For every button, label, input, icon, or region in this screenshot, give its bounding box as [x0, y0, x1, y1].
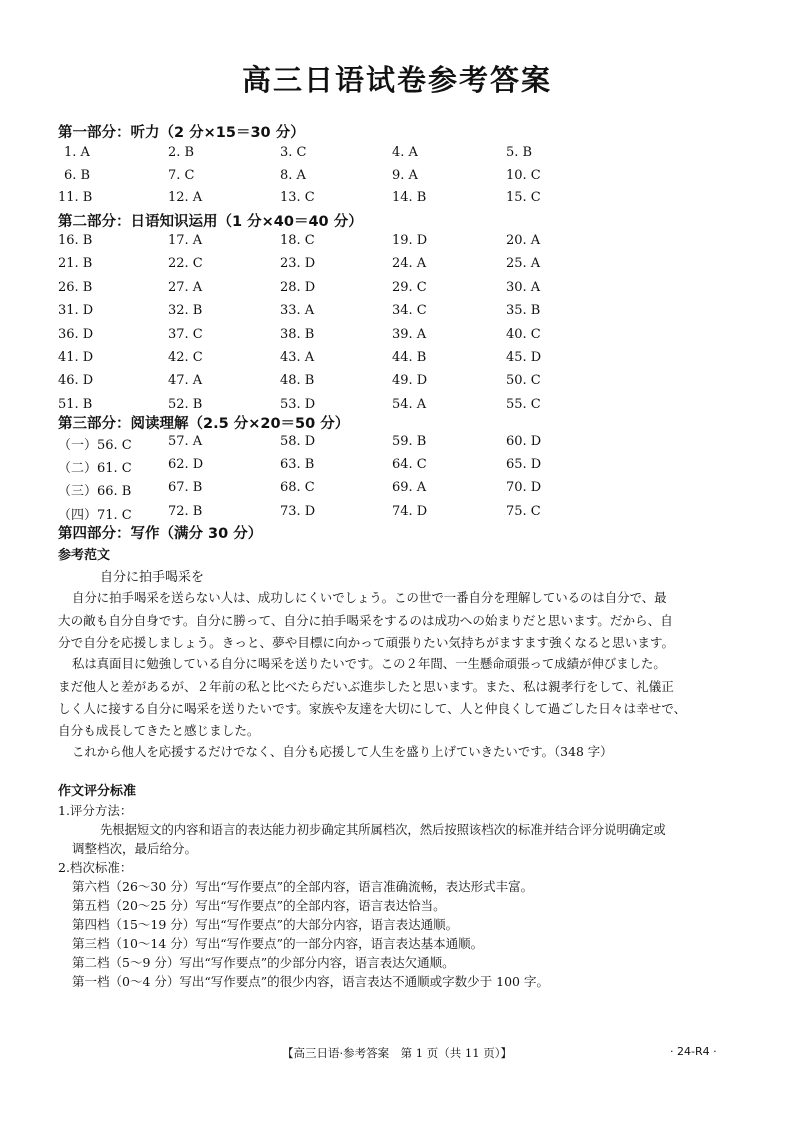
- answer-item: 46. D: [58, 373, 94, 389]
- essay-line: 分で自分を応援しましょう。きっと、夢や目標に向かって頑張りたい気持ちがますます強くなると思います。: [58, 635, 675, 650]
- section-writing-heading: 第四部分：写作（满分 30 分）: [58, 526, 263, 542]
- answer-item: 39. A: [392, 326, 427, 342]
- answer-item: 54. A: [392, 396, 427, 412]
- answer-item: 33. A: [280, 303, 315, 319]
- criteria-level-5: 第五档（20～25 分）写出“写作要点”的全部内容，语言表达恰当。: [72, 898, 446, 913]
- answer-item: 47. A: [168, 373, 203, 389]
- answer-item: 17. A: [168, 233, 203, 248]
- answer-item: 13. C: [280, 190, 315, 205]
- answer-item: 23. D: [280, 256, 316, 272]
- essay-line: 自分も成長してきたと感じました。: [58, 723, 260, 738]
- answer-item: 36. D: [58, 326, 94, 342]
- answer-item: 64. C: [392, 457, 427, 473]
- answer-item: 53. D: [280, 396, 316, 412]
- answer-item: 6. B: [64, 167, 91, 183]
- answer-item: 12. A: [168, 190, 203, 205]
- criteria-heading: 作文评分标准: [58, 784, 137, 799]
- answer-item: 19. D: [392, 233, 428, 248]
- criteria-levels-label: 2.档次标准：: [58, 860, 133, 875]
- answer-item: 69. A: [392, 480, 427, 496]
- answer-item: 58. D: [280, 434, 316, 449]
- answer-item: 26. B: [58, 279, 93, 295]
- answer-item: 20. A: [506, 233, 541, 248]
- answer-item: 21. B: [58, 256, 93, 272]
- answer-item: 74. D: [392, 503, 428, 519]
- answer-item: 45. D: [506, 350, 542, 365]
- answer-item: 25. A: [506, 256, 541, 272]
- answer-item: 35. B: [506, 303, 541, 319]
- answer-item: 59. B: [392, 434, 427, 449]
- criteria-level-4: 第四档（15～19 分）写出“写作要点”的大部分内容，语言表达通顺。: [72, 917, 459, 932]
- answer-item: 8. A: [280, 167, 306, 183]
- section-reading-heading: 第三部分：阅读理解（2.5 分×20＝50 分）: [58, 416, 350, 432]
- answer-item: 50. C: [506, 373, 541, 389]
- essay-line: 大の敵も自分自身です。自分に勝って、自分に拍手喝采をするのは成功への始まりだと思います。だから、自: [58, 613, 673, 628]
- page-title: 高三日语试卷参考答案: [241, 63, 552, 97]
- answer-item: 72. B: [168, 503, 203, 519]
- criteria-level-6: 第六档（26～30 分）写出“写作要点”的全部内容，语言准确流畅，表达形式丰富。: [72, 879, 534, 894]
- answer-item: 34. C: [392, 303, 427, 319]
- section-knowledge-heading: 第二部分：日语知识运用（1 分×40＝40 分）: [58, 214, 363, 230]
- answer-item: 38. B: [280, 326, 315, 342]
- answer-item: 43. A: [280, 350, 315, 365]
- answer-item: 24. A: [392, 256, 427, 272]
- essay-line: しく人に接する自分に喝采を送りたいです。家族や友達を大切にして、人と仲良くして過ごした日々は幸せで、: [58, 701, 687, 716]
- answer-item: 11. B: [58, 190, 93, 205]
- answer-item: 73. D: [280, 503, 316, 519]
- answer-item: 15. C: [506, 190, 541, 205]
- answer-item: 65. D: [506, 457, 542, 473]
- answer-item: 63. B: [280, 457, 315, 473]
- answer-item: 32. B: [168, 303, 203, 319]
- answer-item: 9. A: [392, 167, 418, 183]
- criteria-method-text: 先根据短文的内容和语言的表达能力初步确定其所属档次，然后按照该档次的标准并结合评分说明确定或: [100, 823, 666, 837]
- essay-line: 私は真面目に勉強している自分に喝采を送りたいです。この２年間、一生懸命頑張って成績が伸びました。: [72, 656, 666, 671]
- answer-item: 29. C: [392, 279, 427, 295]
- answer-item: 30. A: [506, 279, 541, 295]
- footer-code: · 24-R4 ·: [670, 1045, 717, 1058]
- criteria-level-3: 第三档（10～14 分）写出“写作要点”的一部分内容，语言表达基本通顺。: [72, 936, 484, 951]
- answer-item: 28. D: [280, 279, 316, 295]
- criteria-level-1: 第一档（0～4 分）写出“写作要点”的很少内容，语言表达不通顺或字数少于 100 字。: [72, 974, 549, 989]
- answer-item: 14. B: [392, 190, 427, 205]
- answer-item: 42. C: [168, 350, 203, 365]
- answer-item: 51. B: [58, 396, 93, 412]
- answer-item: 16. B: [58, 233, 93, 248]
- answer-item: 27. A: [168, 279, 203, 295]
- essay-title: 自分に拍手喝采を: [100, 570, 205, 585]
- answer-item: 75. C: [506, 503, 541, 519]
- answer-item: 10. C: [506, 167, 541, 183]
- answer-item: 49. D: [392, 373, 428, 389]
- section-listening-heading: 第一部分：听力（2 分×15＝30 分）: [58, 125, 305, 141]
- criteria-method-label: 1.评分方法：: [58, 803, 133, 818]
- answer-item: （三）66. B: [58, 484, 132, 500]
- answer-item: 37. C: [168, 326, 203, 342]
- criteria-level-2: 第二档（5～9 分）写出“写作要点”的少部分内容，语言表达欠通顺。: [72, 955, 455, 970]
- answer-item: 4. A: [392, 145, 418, 160]
- essay-label: 参考范文: [58, 548, 111, 563]
- answer-item: 57. A: [168, 434, 203, 449]
- answer-item: 60. D: [506, 434, 542, 449]
- essay-line: 自分に拍手喝采を送らない人は、成功しにくいでしょう。この世で一番自分を理解しているのは自分で、最: [72, 590, 667, 605]
- answer-item: 18. C: [280, 233, 315, 248]
- answer-item: 68. C: [280, 480, 315, 496]
- answer-item: 7. C: [168, 167, 195, 183]
- answer-item: 22. C: [168, 256, 203, 272]
- essay-line: まだ他人と差があるが、２年前の私と比べたらだいぶ進歩したと思います。また、私は親孝行をして、礼儀正: [58, 679, 674, 694]
- answer-item: （四）71. C: [58, 507, 132, 523]
- essay-line: これから他人を応援するだけでなく、自分も応援して人生を盛り上げていきたいです。（348 字）: [72, 744, 613, 759]
- answer-item: 2. B: [168, 145, 195, 160]
- answer-item: 55. C: [506, 396, 541, 412]
- answer-item: 5. B: [506, 145, 533, 160]
- answer-item: 70. D: [506, 480, 542, 496]
- answer-item: 52. B: [168, 396, 203, 412]
- answer-item: （一）56. C: [58, 438, 132, 453]
- answer-item: 40. C: [506, 326, 541, 342]
- answer-item: 1. A: [64, 145, 90, 160]
- answer-item: 67. B: [168, 480, 203, 496]
- answer-item: 41. D: [58, 350, 94, 365]
- page-footer: 【高三日语·参考答案 第 1 页（共 11 页）】: [282, 1046, 512, 1060]
- answer-item: （二）61. C: [58, 461, 132, 477]
- answer-item: 31. D: [58, 303, 94, 319]
- answer-item: 3. C: [280, 145, 307, 160]
- answer-item: 62. D: [168, 457, 204, 473]
- answer-item: 48. B: [280, 373, 315, 389]
- criteria-method-text: 调整档次，最后给分。: [72, 841, 198, 856]
- answer-item: 44. B: [392, 350, 427, 365]
